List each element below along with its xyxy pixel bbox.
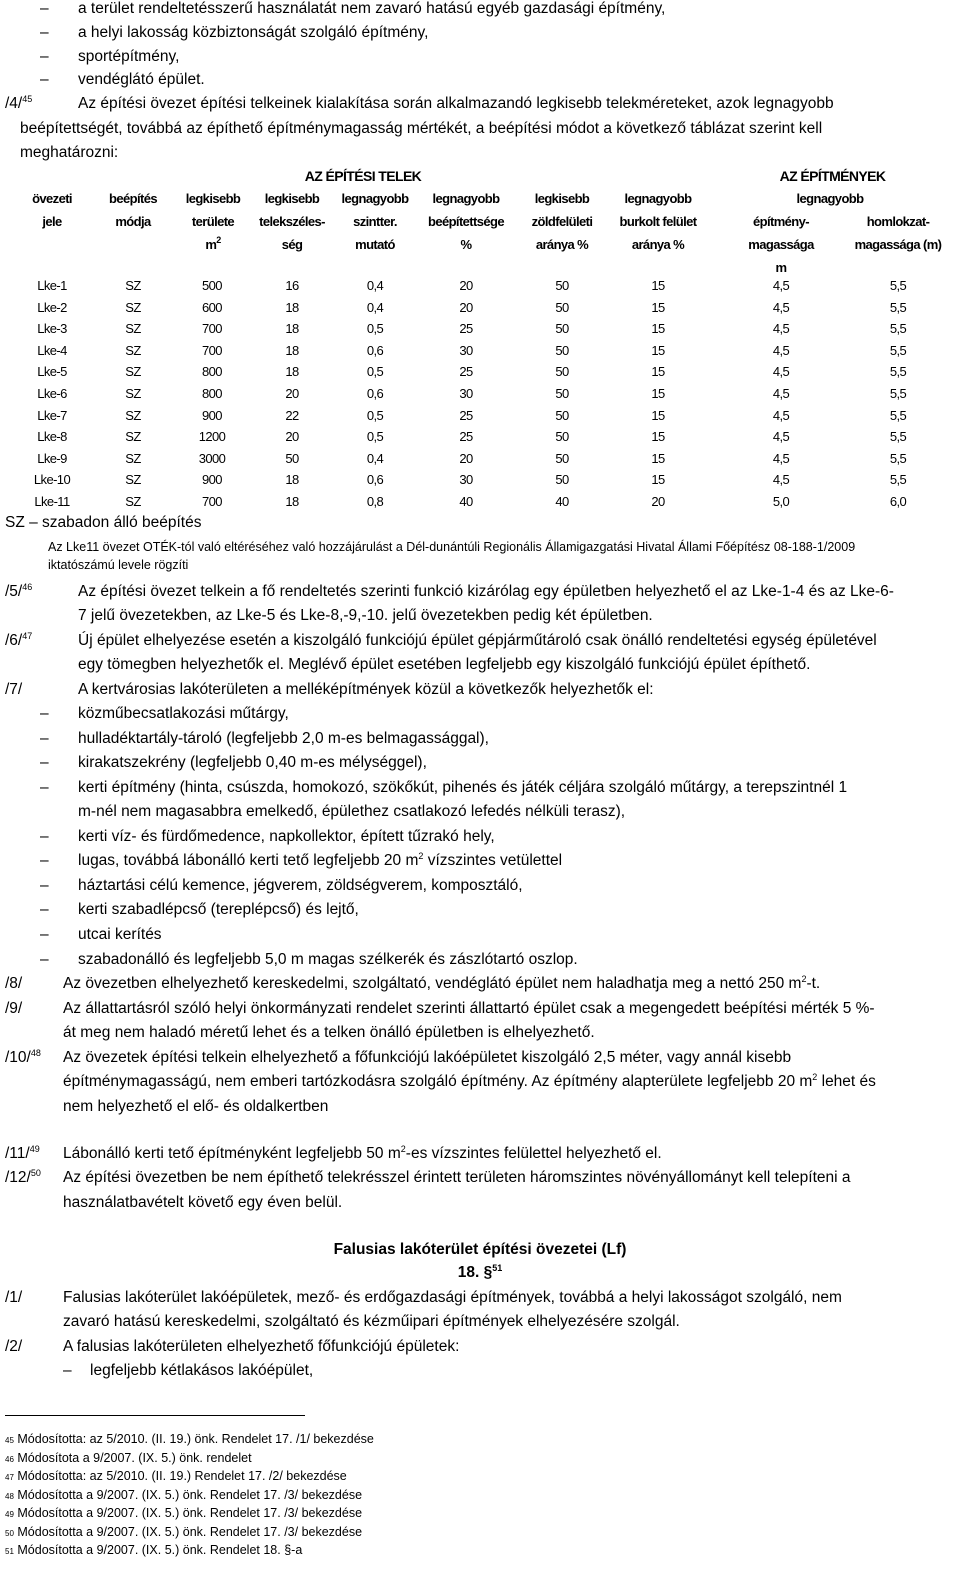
- table-cell: 20: [459, 299, 473, 315]
- table-cell: 900: [202, 472, 222, 488]
- dash-marker: –: [40, 71, 49, 88]
- table-cell: 600: [202, 299, 222, 315]
- table-cell: 0,6: [366, 386, 384, 401]
- table-cell: SZ: [125, 364, 141, 380]
- table-cell: 25: [459, 321, 473, 337]
- dash-marker: –: [40, 48, 49, 65]
- table-cell: Lke-9: [37, 450, 67, 466]
- table-cell: SZ: [125, 299, 141, 315]
- footnote: [5, 1543, 302, 1557]
- paragraph-text: 7 jelű övezetekben, az Lke-5 és Lke-8,-9,-10. jelű övezetekben pedig két épületben.: [78, 607, 653, 624]
- small-note: Az Lke11 övezet OTÉK-tól való eltéréséhez való hozzájárulást a Dél-dunántúli Regionális Államigazgatási Hivatal Állami Főépítész 08-188-1/2009: [48, 540, 856, 554]
- table-cell: 15: [651, 450, 665, 466]
- paragraph-number: /5/$^{46}$: [5, 582, 33, 600]
- dash-marker: –: [40, 951, 49, 968]
- footnote-text: Módosította a 9/2007. (IX. 5.) önk. Rendelet 18. §-a: [13, 1543, 303, 1557]
- footnote-number: 49: [5, 1510, 14, 1519]
- table-cell: 4,5: [772, 386, 790, 401]
- table-cell: 15: [651, 386, 665, 401]
- list-item: sportépítmény,: [78, 48, 180, 65]
- paragraph-text: beépítettségét, továbbá az építhető építménymagasság mértékét, a beépítési módot a következő táblázat szerint kell: [20, 120, 823, 137]
- table-cell: 25: [459, 364, 473, 380]
- table-cell: 800: [202, 364, 222, 380]
- footnote-divider: [5, 1415, 305, 1416]
- table-cell: 18: [285, 299, 299, 315]
- section-number: 18. §$^{51}$: [457, 1263, 503, 1281]
- col-header-legnagyobb: legnagyobb: [796, 191, 864, 206]
- table-cell: 50: [555, 450, 569, 466]
- table-cell: 18: [285, 364, 299, 380]
- footnote-text: Módosította a 9/2007. (IX. 5.) önk. Rendelet 17. /3/ bekezdése: [13, 1524, 363, 1539]
- paragraph-number: /4/$^{45}$: [5, 94, 33, 112]
- table-cell: 4,5: [772, 429, 790, 445]
- group-header-telek: AZ ÉPÍTÉSI TELEK: [304, 168, 422, 184]
- paragraph-text: át meg nem haladó méretű lehet és a telken önálló épületben is elhelyezhető.: [63, 1024, 595, 1041]
- dash-marker: –: [40, 901, 49, 918]
- footnote-number: 46: [5, 1454, 14, 1464]
- table-cell: Lke-8: [37, 429, 67, 445]
- footnote-number: 50: [5, 1528, 14, 1538]
- list-item: utcai kerítés: [78, 926, 162, 943]
- table-cell: 50: [555, 407, 569, 423]
- col-header-szelesseg: legkisebb telekszéles- ség: [259, 191, 325, 252]
- table-cell: SZ: [125, 429, 141, 445]
- table-cell: 30: [459, 342, 473, 358]
- table-cell: 1200: [198, 429, 226, 445]
- paragraph-text: használatbavételt követő egy éven belül.: [63, 1194, 343, 1211]
- table-cell: SZ: [125, 472, 141, 488]
- table-cell: 4,5: [772, 299, 790, 315]
- table-cell: 50: [555, 386, 569, 401]
- table-cell: SZ: [125, 321, 141, 337]
- table-cell: 20: [651, 494, 665, 509]
- table-cell: 40: [555, 494, 569, 509]
- table-cell: 4,5: [772, 278, 790, 293]
- paragraph-number: /2/: [5, 1338, 23, 1355]
- table-cell: 15: [651, 299, 665, 315]
- table-cell: 50: [555, 342, 569, 358]
- table-cell: SZ: [125, 386, 141, 401]
- paragraph-text: A falusias lakóterületen elhelyezhető főfunkciójú épületek:: [63, 1338, 460, 1355]
- table-cell: Lke-3: [37, 321, 67, 337]
- table-cell: 5,5: [889, 407, 907, 423]
- dash-marker: –: [40, 24, 49, 41]
- list-item: legfeljebb kétlakásos lakóépület,: [90, 1362, 314, 1379]
- list-item: kerti víz- és fürdőmedence, napkollektor, épített tűzrakó hely,: [78, 828, 495, 845]
- footnote-text: Módosítota a 9/2007. (IX. 5.) önk. rendelet: [13, 1450, 252, 1465]
- table-cell: 4,5: [772, 407, 790, 423]
- table-cell: Lke-11: [34, 494, 70, 509]
- table-cell: 0,6: [366, 342, 384, 358]
- paragraph-number: /7/: [5, 681, 23, 698]
- table-cell: 5,5: [889, 364, 907, 380]
- table-cell: 25: [459, 407, 473, 423]
- paragraph-number: /12/$^{50}$: [5, 1168, 41, 1186]
- table-cell: SZ: [125, 342, 141, 358]
- sz-legend: SZ – szabadon álló beépítés: [5, 514, 202, 531]
- table-cell: 15: [651, 321, 665, 337]
- table-cell: 20: [285, 429, 299, 445]
- dash-marker: –: [40, 705, 49, 722]
- table-cell: 3000: [198, 450, 226, 466]
- small-note: iktatószámú levele rögzíti: [48, 558, 189, 572]
- list-item: a helyi lakosság közbiztonságát szolgáló építmény,: [78, 24, 429, 41]
- dash-marker: –: [40, 828, 49, 845]
- table-cell: 0,5: [366, 321, 384, 337]
- footnote-text: Módosította a 9/2007. (IX. 5.) önk. Rendelet 17. /3/ bekezdése: [13, 1506, 363, 1520]
- paragraph-text: A kertvárosias lakóterületen a melléképítmények közül a következők helyezhetők el:: [78, 681, 654, 698]
- dash-marker: –: [40, 852, 49, 869]
- table-cell: Lke-10: [33, 472, 71, 488]
- table-cell: 18: [285, 321, 299, 337]
- table-cell: 50: [555, 321, 569, 337]
- col-header-ovezeti: övezeti jele: [32, 191, 72, 229]
- table-cell: 0,5: [366, 429, 384, 445]
- table-cell: 30: [459, 472, 473, 488]
- col-header-beepitettseg: legnagyobb beépítettsége %: [427, 191, 504, 252]
- paragraph-number: /1/: [5, 1289, 23, 1306]
- dash-marker: –: [63, 1362, 72, 1379]
- table-cell: 30: [459, 386, 473, 401]
- list-item: lugas, továbbá lábonálló kerti tető legfeljebb 20 $m^2$ vízszintes vetülettel: [78, 851, 563, 869]
- table-cell: 50: [555, 364, 569, 380]
- col-header-zoldfelulet: legkisebb zöldfelületi aránya %: [531, 191, 593, 252]
- paragraph-text: Az állattartásról szóló helyi önkormányzati rendelet szerinti állattartó épület csak a megengedett beépítési mérték 5 %-: [63, 1000, 875, 1017]
- section-title: Falusias lakóterület építési övezetei (Lf): [333, 1241, 627, 1258]
- col-header-szintter: legnagyobb szintter. mutató: [341, 191, 409, 252]
- list-item: vendéglátó épület.: [78, 71, 205, 88]
- paragraph-text: Az építési övezet telkein a fő rendeltetés szerinti funkció kizárólag egy épületben helyezhető el az Lke-1-4 és az Lke-6-: [78, 583, 894, 600]
- col-header-beepites: beépítés módja: [109, 191, 157, 229]
- paragraph-text: Az övezetek építési telkein elhelyezhető a főfunkciójú lakóépületet kiszolgáló 2,5 méter, vagy annál kisebb: [63, 1049, 792, 1066]
- table-cell: 4,5: [772, 450, 790, 466]
- table-cell: 18: [285, 472, 299, 488]
- table-cell: Lke-4: [37, 342, 67, 358]
- paragraph-number: /8/: [5, 975, 23, 992]
- table-cell: 18: [285, 342, 299, 358]
- table-cell: 18: [285, 494, 299, 509]
- table-cell: 20: [459, 450, 473, 466]
- table-cell: Lke-7: [37, 407, 67, 423]
- table-cell: 15: [651, 342, 665, 358]
- table-cell: 0,4: [366, 450, 384, 466]
- table-cell: 900: [202, 407, 222, 423]
- table-cell: 700: [202, 342, 222, 358]
- table-cell: 5,5: [889, 342, 907, 358]
- list-item: hulladéktartály-tároló (legfeljebb 2,0 m-es belmagassággal),: [78, 730, 489, 747]
- list-item: közműbecsatlakozási műtárgy,: [78, 705, 289, 722]
- dash-marker: –: [40, 779, 49, 796]
- table-cell: SZ: [125, 278, 141, 293]
- table-cell: SZ: [125, 450, 141, 466]
- list-item: a terület rendeltetésszerű használatát nem zavaró hatású egyéb gazdasági építmény,: [78, 0, 666, 17]
- paragraph-text: meghatározni:: [20, 144, 119, 161]
- table-cell: 4,5: [772, 364, 790, 380]
- paragraph-number: /11/$^{49}$: [5, 1144, 40, 1162]
- list-item: kerti szabadlépcső (tereplépcső) és lejtő,: [78, 901, 359, 918]
- table-cell: 5,0: [772, 494, 790, 509]
- footnote: [5, 1488, 362, 1502]
- footnote-number: 47: [5, 1473, 14, 1482]
- table-cell: 20: [285, 386, 299, 401]
- list-item: szabadonálló és legfeljebb 5,0 m magas szélkerék és zászlótartó oszlop.: [78, 951, 578, 968]
- footnote-text: Módosította a 9/2007. (IX. 5.) önk. Rendelet 17. /3/ bekezdése: [13, 1487, 363, 1502]
- paragraph-text: Falusias lakóterület lakóépületek, mező- és erdőgazdasági építmények, továbbá a helyi lakosságot szolgáló, nem: [63, 1289, 842, 1306]
- paragraph-text: Lábonálló kerti tető építményként legfeljebb 50 $m^2-es$ vízszintes felülettel helyezhető el.: [63, 1144, 662, 1162]
- table-cell: 4,5: [772, 342, 790, 358]
- table-cell: 50: [555, 278, 569, 293]
- table-cell: 15: [651, 278, 665, 293]
- list-item: kerti építmény (hinta, csúszda, homokozó, szökőkút, pihenés és játék céljára szolgáló műtárgy, a terepszintnél 1: [78, 779, 848, 796]
- table-cell: 0,8: [366, 494, 384, 509]
- footnote-text: Módosította: az 5/2010. (II. 19.) Rendelet 17. /2/ bekezdése: [13, 1469, 347, 1483]
- paragraph-text: nem helyezhető el elő- és oldalkertben: [63, 1098, 329, 1115]
- table-cell: 700: [202, 494, 222, 509]
- dash-marker: –: [40, 730, 49, 747]
- paragraph-number: /10/$^{48}$: [5, 1048, 41, 1066]
- paragraph-text: zavaró hatású kereskedelmi, szolgáltató és kézműipari építmények elhelyezésére szolgál.: [63, 1313, 680, 1330]
- table-cell: 0,4: [366, 278, 384, 293]
- table-cell: 50: [285, 450, 299, 466]
- footnote: [5, 1469, 347, 1483]
- table-cell: 50: [555, 472, 569, 488]
- table-cell: 5,5: [889, 321, 907, 337]
- paragraph-number: /6/$^{47}$: [5, 631, 33, 649]
- table-cell: 800: [202, 386, 222, 401]
- table-cell: 22: [285, 407, 299, 423]
- footnote: [5, 1451, 252, 1465]
- dash-marker: –: [40, 754, 49, 771]
- table-cell: 700: [202, 321, 222, 337]
- table-cell: SZ: [125, 407, 141, 423]
- list-item: kirakatszekrény (legfeljebb 0,40 m-es mélységgel),: [78, 754, 427, 771]
- table-cell: 50: [555, 429, 569, 445]
- footnote: [5, 1432, 374, 1446]
- table-cell: 5,5: [889, 386, 907, 401]
- table-cell: Lke-1: [37, 278, 67, 293]
- footnote: [5, 1525, 362, 1539]
- paragraph-text: Új épület elhelyezése esetén a kiszolgáló funkciójú épület gépjárműtároló csak önálló rendeltetési egység épületével: [78, 632, 877, 649]
- dash-marker: –: [40, 877, 49, 894]
- table-cell: 0,6: [366, 472, 384, 488]
- paragraph-number: /9/: [5, 1000, 23, 1017]
- dash-marker: –: [40, 926, 49, 943]
- table-cell: Lke-5: [37, 364, 67, 380]
- table-cell: 50: [555, 299, 569, 315]
- list-item-continuation: m-nél nem magasabbra emelkedő, épülethez csatlakozó lefedés nélküli terasz),: [78, 803, 626, 820]
- col-header-homlokzatmagassag: homlokzat- magassága (m): [854, 214, 942, 252]
- footnote-text: Módosította: az 5/2010. (II. 19.) önk. Rendelet 17. /1/ bekezdése: [13, 1432, 374, 1446]
- table-cell: 4,5: [772, 321, 790, 337]
- table-cell: 0,5: [366, 407, 384, 423]
- table-cell: 500: [202, 278, 222, 293]
- group-header-epitmenyek: AZ ÉPÍTMÉNYEK: [779, 168, 886, 184]
- table-cell: 16: [285, 278, 299, 293]
- paragraph-text: Az építési övezet építési telkeinek kialakítása során alkalmazandó legkisebb telekméreteket, azok legnagyobb: [78, 95, 834, 112]
- list-item: háztartási célú kemence, jégverem, zöldségverem, komposztáló,: [78, 877, 523, 894]
- footnote-number: 51: [5, 1547, 14, 1556]
- footnote: [5, 1506, 362, 1520]
- table-cell: 5,5: [889, 299, 907, 315]
- table-cell: 6,0: [889, 494, 907, 509]
- col-header-burkolt: legnagyobb burkolt felület aránya %: [619, 191, 697, 252]
- dash-marker: –: [40, 0, 49, 17]
- table-cell: 25: [459, 429, 473, 445]
- table-cell: Lke-6: [37, 386, 67, 401]
- table-cell: 15: [651, 472, 665, 488]
- table-cell: 4,5: [772, 472, 790, 488]
- table-cell: 15: [651, 364, 665, 380]
- col-header-epitmenymagassag: építmény- magassága m: [748, 214, 814, 275]
- table-cell: 5,5: [889, 429, 907, 445]
- table-cell: 20: [459, 278, 473, 293]
- table-cell: 5,5: [889, 450, 907, 466]
- table-cell: 0,5: [366, 364, 384, 380]
- paragraph-text: egy tömegben helyezhetők el. Meglévő épület esetében legfeljebb egy kiszolgáló funkciójú épület építhető.: [78, 656, 811, 673]
- table-cell: SZ: [125, 494, 141, 509]
- paragraph-text: Az építési övezetben be nem építhető telekrésszel érintett területen háromszintes növényállományt kell telepíteni a: [63, 1169, 851, 1186]
- footnote-number: 45: [5, 1436, 14, 1445]
- table-cell: 5,5: [889, 472, 907, 488]
- paragraph-text: építménymagasságú, nem emberi tartózkodásra szolgáló építmény. Az építmény alapterülete legfeljebb 20 $m^2$ lehet és: [63, 1072, 876, 1090]
- paragraph-text: Az övezetben elhelyezhető kereskedelmi, szolgáltató, vendéglátó épület nem haladhatja meg a nettó 250 $m^2-t$.: [63, 974, 821, 992]
- table-cell: Lke-2: [37, 299, 67, 315]
- table-cell: 40: [459, 494, 473, 509]
- col-header-terulet: legkisebb területe $m^2$: [185, 191, 241, 252]
- table-cell: 15: [651, 407, 665, 423]
- footnote-number: 48: [5, 1491, 14, 1501]
- table-cell: 15: [651, 429, 665, 445]
- table-cell: 5,5: [889, 278, 907, 293]
- table-cell: 0,4: [366, 299, 384, 315]
